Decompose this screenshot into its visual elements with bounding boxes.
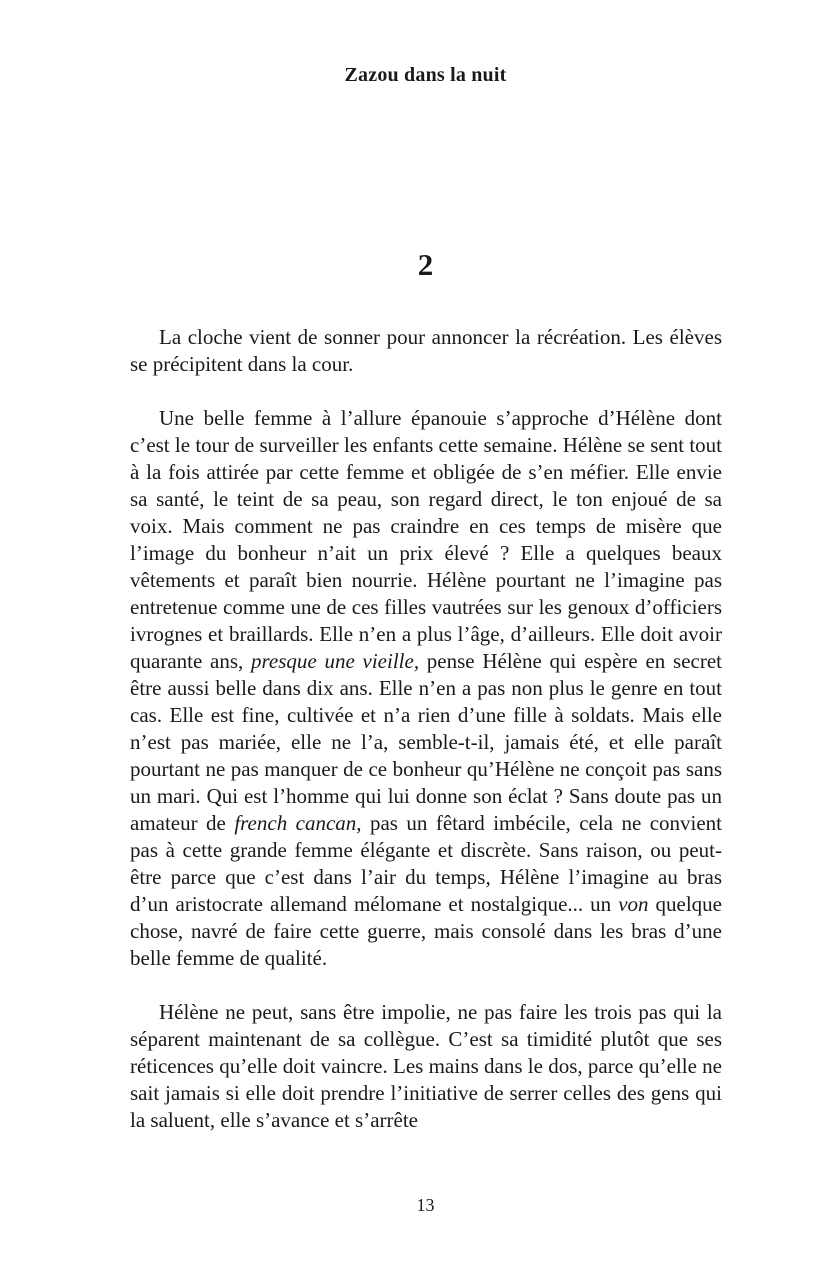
paragraph-2-part-2: pense Hélène qui espère en secret être aussi belle dans dix ans. Elle n’en a pas non plus le genre en tout cas. Elle est fine, cultivée et n’a rien d’une fille à soldats. Mais elle n’est pas mariée, elle ne l’a, semble-t-il, jamais été, et elle paraît pourtant ne pas manquer de ce bonheur qu’Hélène ne conçoit pas sans un mari. Qui est l’homme qui lui donne son éclat ? Sans doute pas un amateur de	[130, 649, 722, 835]
paragraph-2-italic-1: presque une vieille,	[251, 649, 420, 673]
paragraph-3: Hélène ne peut, sans être impolie, ne pas faire les trois pas qui la séparent maintenant de sa collègue. C’est sa timidité plutôt que ses réticences qu’elle doit vaincre. Les mains dans le dos, parce qu’elle ne sait jamais si elle doit prendre l’initiative de serrer celles des gens qui la saluent, elle s’avance et s’arrête	[130, 1000, 722, 1132]
paragraph-2-part-3: , pas un fêtard imbécile, cela ne convient pas à cette grande femme élégante et discrète. Sans raison, ou peut-être parce que c’est dans l’air du temps, Hélène l’imagine au bras d’un aristocrate allemand mélomane et nostalgique... un	[130, 811, 723, 916]
paragraph-2	[130, 405, 722, 972]
paragraph-1: La cloche vient de sonner pour annoncer la récréation. Les élèves se précipitent dans la cour.	[130, 325, 722, 376]
paragraph-2-part-1: Une belle femme à l’allure épanouie s’approche d’Hélène dont c’est le tour de surveiller les enfants cette semaine. Hélène se sent tout à la fois attirée par cette femme et obligée de s’en méfier. Elle envie sa santé, le teint de sa peau, son regard direct, le ton enjoué de sa voix. Mais comment ne pas craindre en ces temps de misère que l’image du bonheur n’ait un prix élevé ? Elle a quelques beaux vêtements et paraît bien nourrie. Hélène pourtant ne l’imagine pas entretenue comme une de ces filles vautrées sur les genoux d’officiers ivrognes et braillards. Elle n’en a plus l’âge, d’ailleurs. Elle doit avoir quarante ans,	[130, 406, 722, 673]
page-number: 13	[416, 1195, 435, 1215]
paragraph-2-italic-3: von	[618, 892, 649, 916]
running-title: Zazou dans la nuit	[344, 64, 507, 86]
chapter-number: 2	[417, 247, 434, 282]
body-text	[130, 324, 722, 1134]
paragraph-2-italic-2: french cancan	[234, 811, 357, 835]
paragraph-2-part-4: quelque chose, navré de faire cette guerre, mais consolé dans les bras d’une belle femme de qualité.	[130, 892, 723, 970]
